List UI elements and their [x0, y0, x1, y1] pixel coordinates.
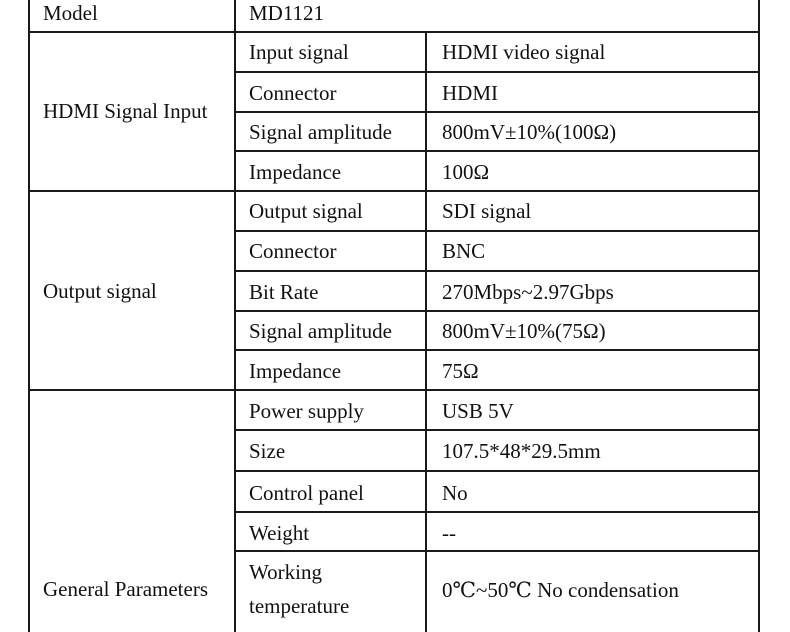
- param-cell: Impedance: [249, 160, 342, 184]
- value-cell: BNC: [442, 239, 486, 263]
- row-divider: [234, 511, 760, 513]
- param-cell: Control panel: [249, 481, 364, 505]
- param-cell: Connector: [249, 81, 337, 105]
- value-cell: 270Mbps~2.97Gbps: [442, 280, 614, 304]
- row-divider: [234, 429, 760, 431]
- row-divider: [234, 71, 760, 73]
- group-divider-1: [28, 190, 760, 192]
- row-divider: [234, 550, 760, 552]
- value-cell: 800mV±10%(75Ω): [442, 319, 606, 343]
- param-cell: Input signal: [249, 40, 349, 64]
- param-cell: Signal amplitude: [249, 120, 392, 144]
- row-divider: [234, 230, 760, 232]
- value-cell: HDMI: [442, 81, 498, 105]
- param-cell: Impedance: [249, 359, 342, 383]
- row-divider: [234, 150, 760, 152]
- value-cell: 107.5*48*29.5mm: [442, 439, 601, 463]
- row-divider: [234, 470, 760, 472]
- row-divider: [234, 111, 760, 113]
- table-border-right: [758, 0, 760, 632]
- column-divider-2: [425, 32, 427, 632]
- param-cell: Weight: [249, 521, 310, 545]
- value-cell: 800mV±10%(100Ω): [442, 120, 617, 144]
- row-divider: [234, 270, 760, 272]
- value-cell: --: [442, 521, 456, 545]
- value-cell: 100Ω: [442, 160, 490, 184]
- value-cell: 75Ω: [442, 359, 479, 383]
- group-label-hdmi-input: HDMI Signal Input: [43, 99, 208, 123]
- value-cell: No: [442, 481, 468, 505]
- group-divider-2: [28, 389, 760, 391]
- group-label-output: Output signal: [43, 279, 157, 303]
- param-cell: Bit Rate: [249, 280, 319, 304]
- param-cell: Connector: [249, 239, 337, 263]
- model-value: MD1121: [249, 1, 325, 25]
- row-divider: [234, 310, 760, 312]
- param-cell: Signal amplitude: [249, 319, 392, 343]
- spec-table: [28, 0, 760, 632]
- column-divider-1: [234, 0, 236, 632]
- value-cell: 0℃~50℃ No condensation: [442, 578, 679, 602]
- model-label: Model: [43, 1, 98, 25]
- value-cell: HDMI video signal: [442, 40, 606, 64]
- param-cell: Size: [249, 439, 286, 463]
- table-border-left: [28, 0, 30, 632]
- param-cell: Power supply: [249, 399, 364, 423]
- value-cell: USB 5V: [442, 399, 514, 423]
- row-divider-model: [28, 31, 760, 33]
- row-divider: [234, 349, 760, 351]
- param-cell: Output signal: [249, 199, 363, 223]
- param-cell: Working temperature: [249, 560, 350, 618]
- group-label-general: General Parameters: [43, 577, 208, 601]
- value-cell: SDI signal: [442, 199, 532, 223]
